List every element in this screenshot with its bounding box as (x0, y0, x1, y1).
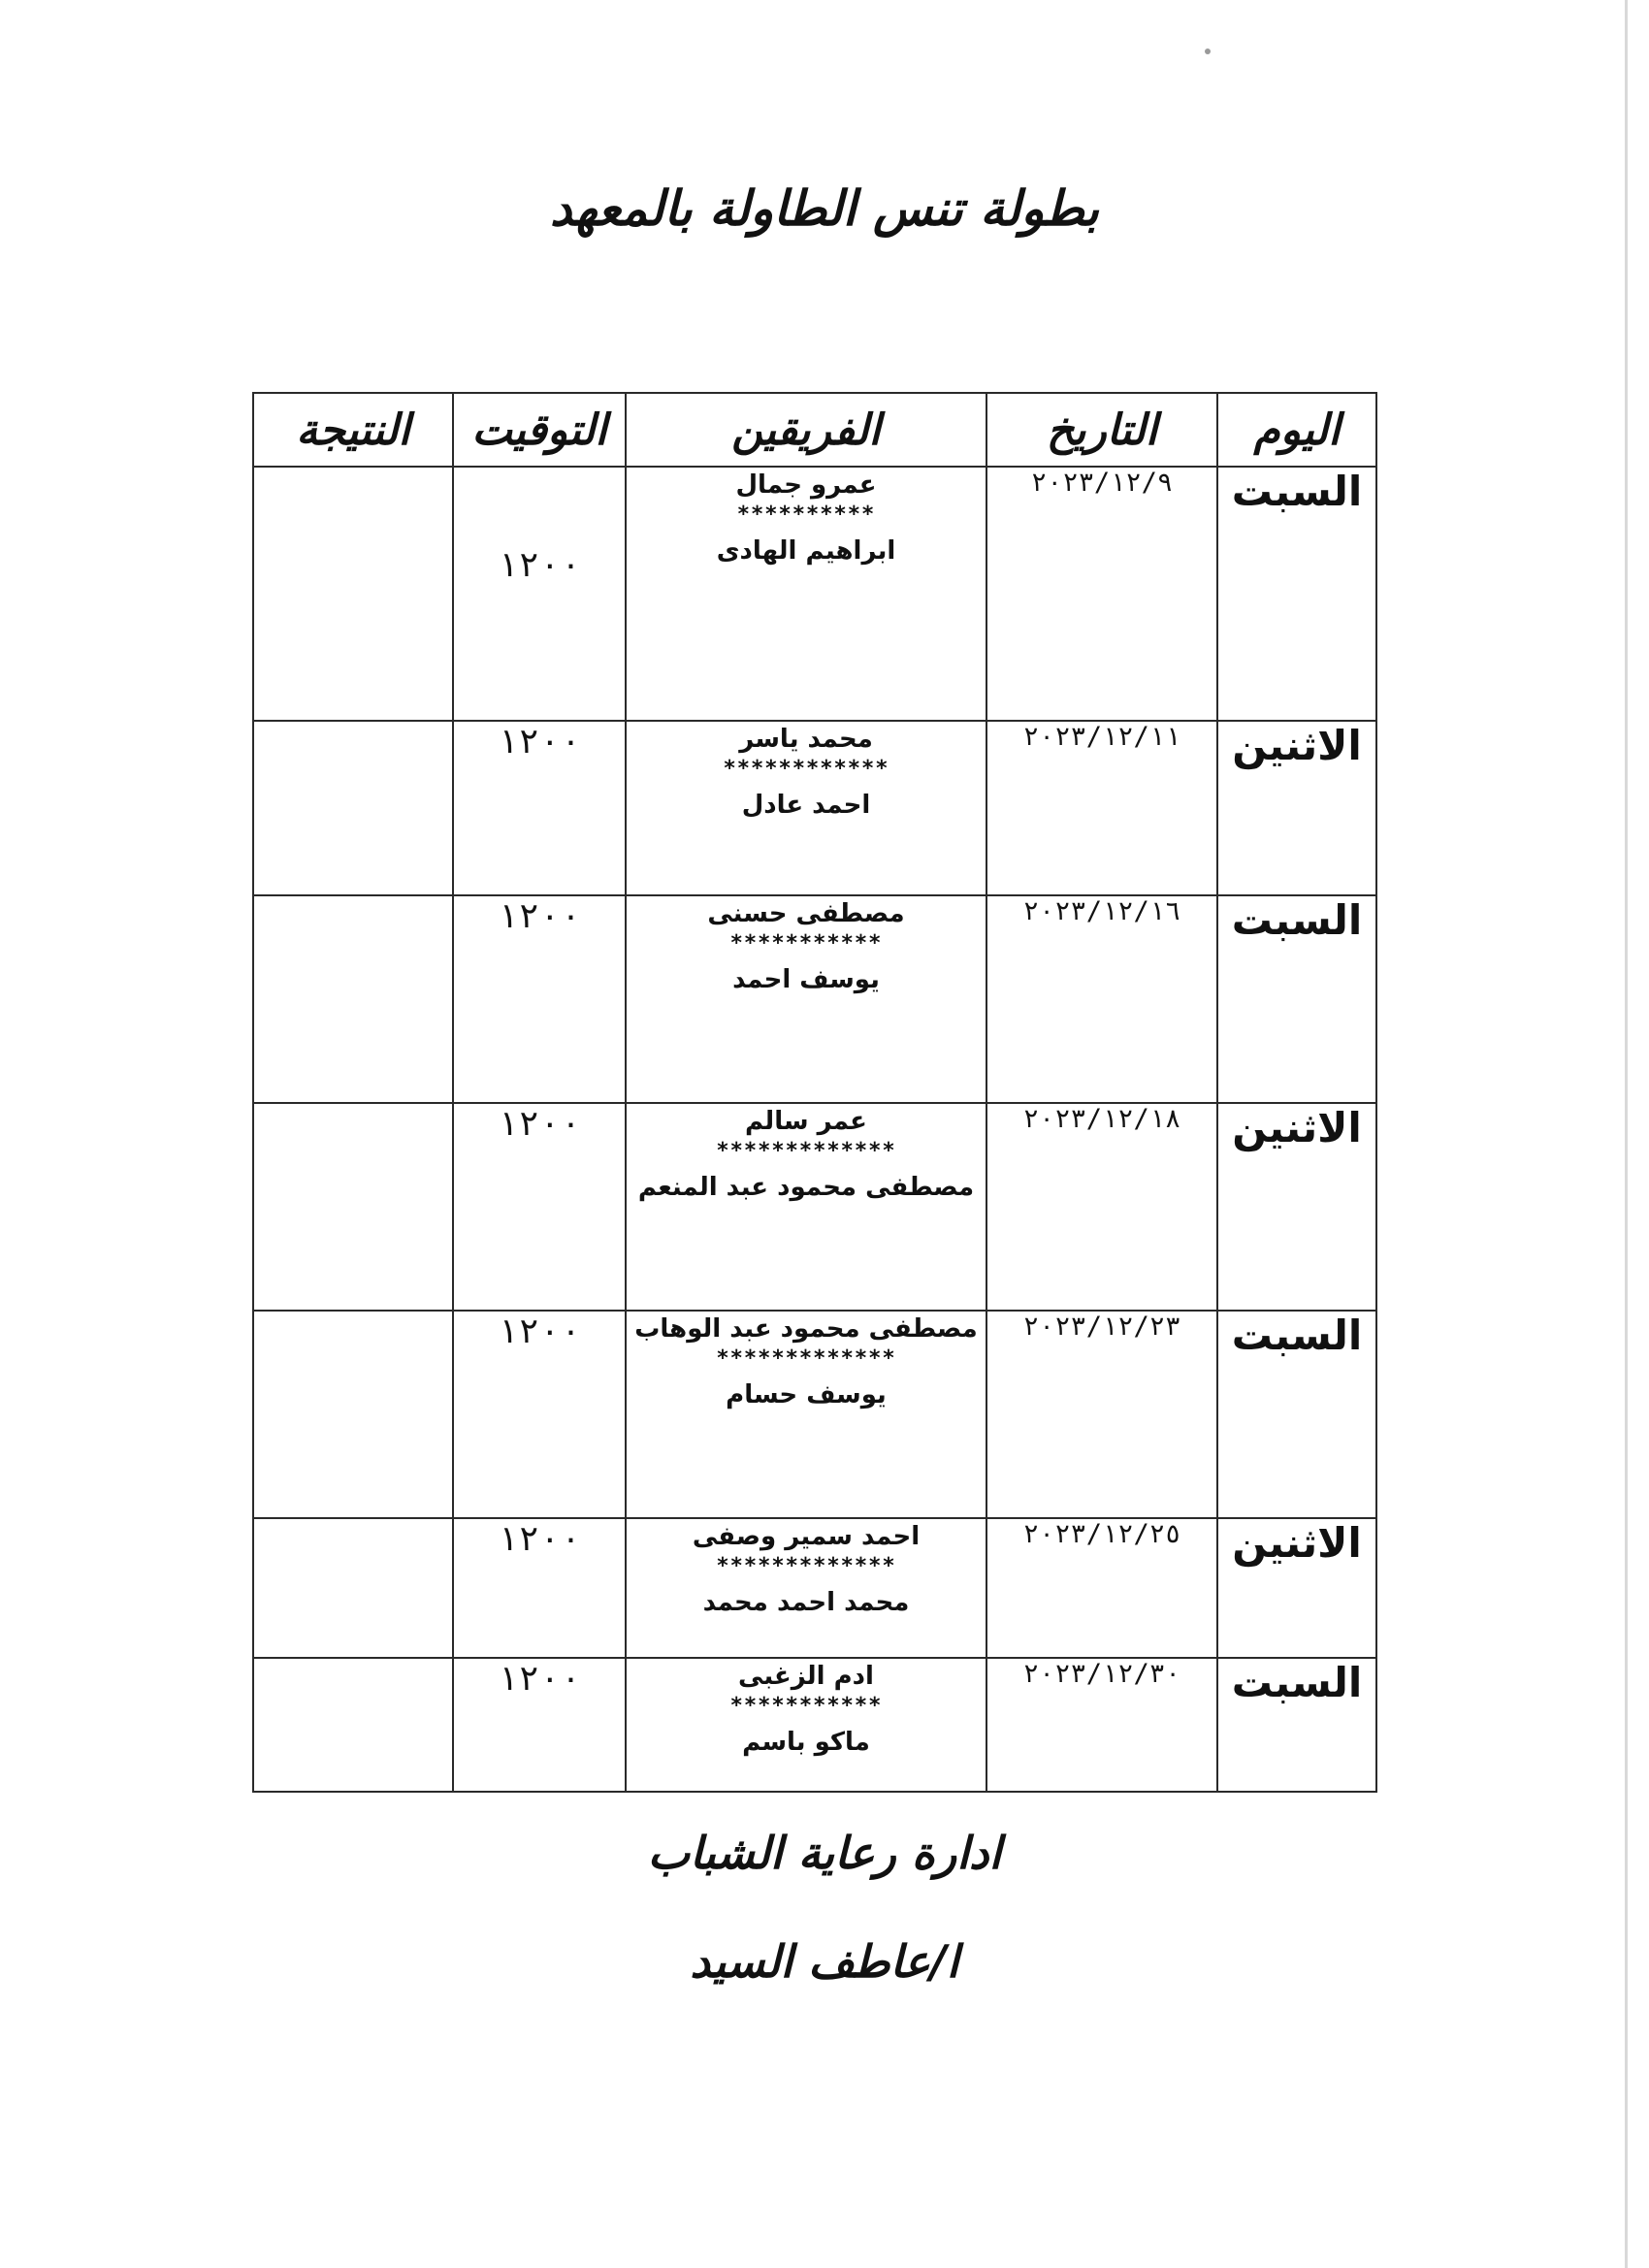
table-row (253, 1518, 1376, 1658)
time-cell: ١٢٠٠ (453, 895, 626, 1103)
header-day: اليوم (1217, 393, 1376, 467)
team-a: احمد سمير وصفى (692, 1522, 921, 1551)
teams-separator: ************* (716, 1554, 896, 1578)
table-header-row (253, 393, 1376, 467)
time-cell: ١٢٠٠ (453, 1103, 626, 1311)
result-cell (253, 721, 453, 895)
teams-cell (626, 1518, 986, 1658)
result-cell (253, 1658, 453, 1792)
day-cell: السبت (1217, 1658, 1376, 1792)
time-cell: ١٢٠٠ (453, 721, 626, 895)
teams-separator: ************* (716, 1139, 896, 1163)
table-row (253, 1658, 1376, 1792)
date-cell: ٢٠٢٣/١٢/٩ (986, 467, 1217, 721)
teams-cell (626, 721, 986, 895)
day-cell: السبت (1217, 895, 1376, 1103)
date-cell: ٢٠٢٣/١٢/٣٠ (986, 1658, 1217, 1792)
header-result: النتيجة (253, 393, 453, 467)
day-cell: السبت (1217, 467, 1376, 721)
result-cell (253, 1518, 453, 1658)
teams-cell (626, 467, 986, 721)
team-a: عمر سالم (745, 1107, 867, 1136)
result-cell (253, 1103, 453, 1311)
table-row (253, 1311, 1376, 1518)
footer-signatory: ا/عاطف السيد (690, 1935, 959, 1988)
date-cell: ٢٠٢٣/١٢/١١ (986, 721, 1217, 895)
team-b: ماكو باسم (742, 1728, 870, 1757)
team-b: يوسف حسام (726, 1380, 887, 1409)
team-a: عمرو جمال (735, 470, 877, 500)
scan-page-edge (1625, 0, 1628, 2268)
date-cell: ٢٠٢٣/١٢/٢٥ (986, 1518, 1217, 1658)
day-cell: السبت (1217, 1311, 1376, 1518)
document-title: بطولة تنس الطاولة بالمعهد (549, 180, 1100, 237)
match-schedule-table (252, 392, 1377, 1793)
day-cell: الاثنين (1217, 721, 1376, 895)
time-cell: ١٢٠٠ (453, 1658, 626, 1792)
teams-cell (626, 1311, 986, 1518)
team-a: ادم الزغبى (738, 1662, 874, 1691)
teams-separator: ************* (716, 1346, 896, 1371)
result-cell (253, 1311, 453, 1518)
date-cell: ٢٠٢٣/١٢/١٨ (986, 1103, 1217, 1311)
team-b: ابراهيم الهادى (716, 536, 896, 566)
header-teams: الفريقين (626, 393, 986, 467)
table-row (253, 467, 1376, 721)
header-date: التاريخ (986, 393, 1217, 467)
result-cell (253, 467, 453, 721)
footer-department: ادارة رعاية الشباب (647, 1827, 1002, 1879)
teams-separator: ********** (736, 502, 876, 527)
date-cell: ٢٠٢٣/١٢/١٦ (986, 895, 1217, 1103)
table-row (253, 1103, 1376, 1311)
time-cell: ١٢٠٠ (453, 1518, 626, 1658)
table-row (253, 895, 1376, 1103)
time-cell: ١٢٠٠ (453, 1311, 626, 1518)
day-cell: الاثنين (1217, 1518, 1376, 1658)
table-row (253, 721, 1376, 895)
team-a: محمد ياسر (739, 725, 873, 754)
header-time: التوقيت (453, 393, 626, 467)
team-b: محمد احمد محمد (702, 1588, 910, 1617)
date-cell: ٢٠٢٣/١٢/٢٣ (986, 1311, 1217, 1518)
result-cell (253, 895, 453, 1103)
teams-separator: *********** (729, 1694, 883, 1718)
teams-separator: *********** (729, 931, 883, 956)
teams-cell (626, 1658, 986, 1792)
time-cell: ١٢٠٠ (453, 467, 626, 721)
teams-cell (626, 895, 986, 1103)
team-b: احمد عادل (741, 791, 871, 820)
team-a: مصطفى محمود عبد الوهاب (634, 1314, 978, 1344)
teams-cell (626, 1103, 986, 1311)
team-b: مصطفى محمود عبد المنعم (637, 1173, 975, 1202)
team-a: مصطفى حسنى (707, 899, 905, 928)
day-cell: الاثنين (1217, 1103, 1376, 1311)
teams-separator: ************ (723, 757, 889, 781)
scan-speck (1205, 49, 1211, 54)
team-b: يوسف احمد (732, 965, 880, 994)
